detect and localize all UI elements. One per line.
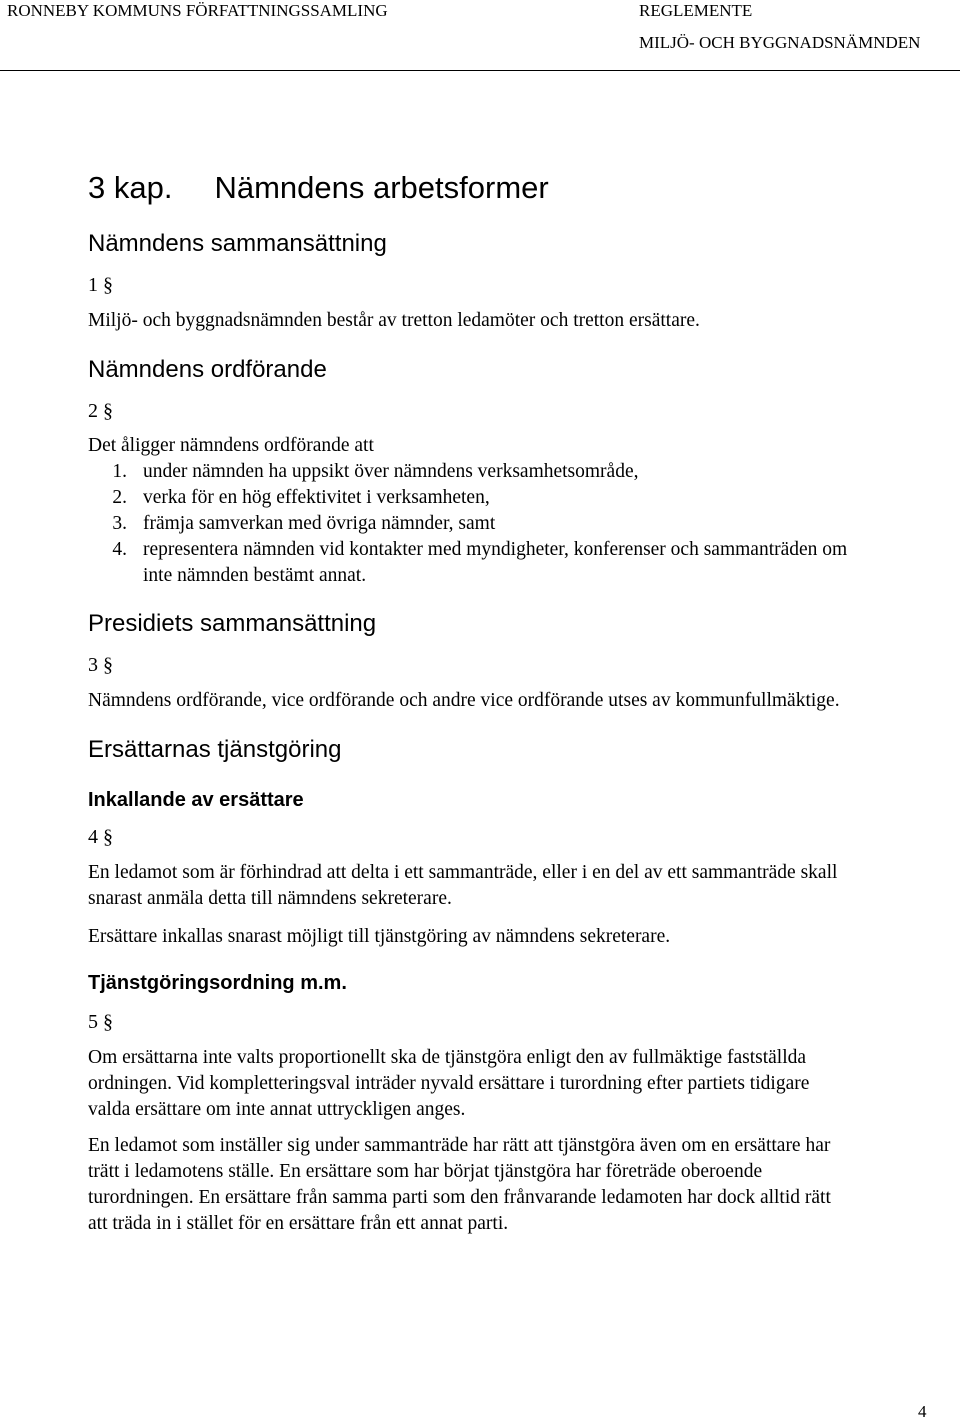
header-divider: [0, 70, 960, 71]
paragraph-text-5a-line2: ordningen. Vid kompletteringsval inträder nyvald ersättare i turordning efter partiets tidigare: [88, 1073, 810, 1094]
paragraph-text-4b: Ersättare inkallas snarast möjligt till tjänstgöring av nämndens sekreterare.: [88, 926, 671, 947]
paragraph-text-4a-line2: snarast anmäla detta till nämndens sekreterare.: [88, 888, 452, 909]
section-heading-chairman: Nämndens ordförande: [88, 356, 327, 383]
list-item-text: representera nämnden vid kontakter med myndigheter, konferenser och sammanträden om: [143, 539, 848, 560]
page-number: 4: [918, 1402, 927, 1421]
paragraph-number-3: 3 §: [88, 654, 113, 676]
paragraph-text-5b-line4: att träda in i stället för en ersättare från ett annat parti.: [88, 1213, 509, 1234]
list-item-text-continued: inte nämnden bestämt annat.: [143, 565, 367, 586]
paragraph-text-5b-line3: turordningen. En ersättare från samma parti som den frånvarande ledamoten har dock alltid rätt: [88, 1187, 831, 1208]
list-item-number: 2.: [112, 487, 127, 508]
paragraph-number-1: 1 §: [88, 274, 113, 296]
subheading-summoning-substitutes: Inkallande av ersättare: [88, 789, 304, 811]
paragraph-text-3: Nämndens ordförande, vice ordförande och andre vice ordförande utses av kommunfullmäktige.: [88, 690, 840, 711]
chapter-name: Nämndens arbetsformer: [214, 170, 549, 205]
list-item-number: 4.: [112, 539, 127, 560]
chapter-title: [88, 170, 549, 206]
section-heading-substitutes: Ersättarnas tjänstgöring: [88, 736, 342, 763]
section-heading-composition: Nämndens sammansättning: [88, 230, 387, 257]
paragraph-text-5a-line1: Om ersättarna inte valts proportionellt ska de tjänstgöra enligt den av fullmäktige fastställda: [88, 1047, 807, 1068]
paragraph-text-5b-line1: En ledamot som inställer sig under sammanträde har rätt att tjänstgöra även om en ersättare har: [88, 1135, 831, 1156]
list-item-text: verka för en hög effektivitet i verksamheten,: [143, 487, 490, 508]
paragraph-text-5a-line3: valda ersättare om inte annat uttryckligen anges.: [88, 1099, 466, 1120]
header-committee-name: MILJÖ- OCH BYGGNADSNÄMNDEN: [639, 33, 921, 52]
subheading-service-order: Tjänstgöringsordning m.m.: [88, 972, 347, 994]
paragraph-text-4a-line1: En ledamot som är förhindrad att delta i ett sammanträde, eller i en del av ett sammanträde skall: [88, 862, 838, 883]
header-document-type: REGLEMENTE: [639, 1, 753, 20]
paragraph-text-1: Miljö- och byggnadsnämnden består av tretton ledamöter och tretton ersättare.: [88, 310, 700, 331]
list-item-text: främja samverkan med övriga nämnder, samt: [143, 513, 496, 534]
paragraph-text-5b-line2: trätt i ledamotens ställe. En ersättare som har börjat tjänstgöra har företräde oberoende: [88, 1161, 763, 1182]
list-item-number: 1.: [112, 461, 127, 482]
paragraph-number-5: 5 §: [88, 1011, 113, 1033]
list-item-number: 3.: [112, 513, 127, 534]
chapter-number: 3 kap.: [88, 170, 173, 205]
section-heading-presidium: Presidiets sammansättning: [88, 610, 377, 637]
paragraph-intro-2: Det åligger nämndens ordförande att: [88, 435, 374, 456]
paragraph-number-4: 4 §: [88, 826, 113, 848]
list-item-text: under nämnden ha uppsikt över nämndens verksamhetsområde,: [143, 461, 639, 482]
header-collection-title: RONNEBY KOMMUNS FÖRFATTNINGSSAMLING: [7, 1, 388, 20]
paragraph-number-2: 2 §: [88, 400, 113, 422]
